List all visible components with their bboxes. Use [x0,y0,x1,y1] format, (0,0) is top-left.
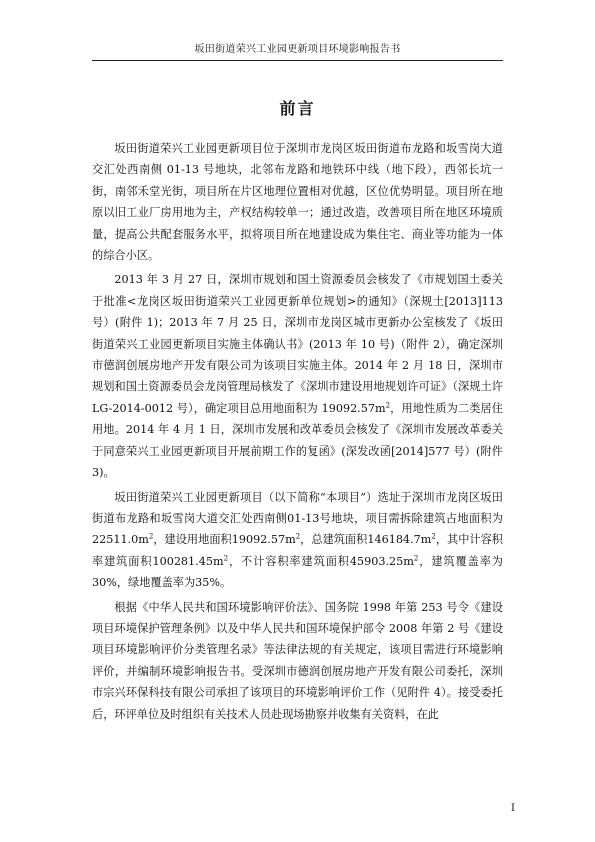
running-header: 坂田街道荣兴工业园更新项目环境影响报告书 [92,40,503,61]
paragraph-1: 坂田街道荣兴工业园更新项目位于深圳市龙岗区坂田街道布龙路和坂雪岗大道交汇处西南侧 01-13 号地块，北邻布龙路和地铁环中线（地下段），西邻长坑一街，南邻禾堂光街，项目所在片区地理位置相对优越，区位优势明显。项目所在地原以旧工业厂房用地为主，产权结构较单一；通过改造，改善项目所在地区环境质量，提高公共配套服务水平，拟将项目所在地建设成为集住宅、商业等功能为一体的综合小区。 [92,142,503,263]
paragraph-3: 坂田街道荣兴工业园更新项目（以下简称“本项目”）选址于深圳市龙岗区坂田街道布龙路和坂雪岗大道交汇处西南侧01-13号地块，项目需拆除建筑占地面积为$22511.0m^2$，建设用地面积$19092.57m^2$，总建筑面积$146184.7m^2$，其中计容积率建筑面积$100281.45m^2$，不计容积率建筑面积$45903.25m^2$，建筑覆盖率为30%，绿地覆盖率为35%。 [92,490,503,590]
body-text [92,138,503,728]
paragraph-4: 根据《中华人民共和国环境影响评价法》、国务院 1998 年第 253 号令《建设项目环境保护管理条例》以及中华人民共和国环境保护部令 2008 年第 2 号《建设项目环境影响评价分类管理名录》等法律法规的有关规定，该项目需进行环境影响评价，并编制环境影响报告书。受深圳市德润创展房地产开发有限公司委托，深圳市宗兴环保科技有限公司承担了该项目的环境影响评价工作（见附件 4）。接受委托后，环评单位及时组织有关技术人员赴现场勘察并收集有关资料，在此 [92,600,503,721]
page-number: I [511,803,515,814]
section-title: 前言 [279,99,316,118]
paragraph-2: 2013 年 3 月 27 日，深圳市规划和国土资源委员会核发了《市规划国土委关于批准<龙岗区坂田街道荣兴工业园更新单位规划>的通知》（深规土[2013]113 号）(附件 1)；2013 年 7 月 25 日，深圳市龙岗区城市更新办公室核发了《坂田街道荣兴工业园更新项目实施主体确认书》(2013 年 10 号)（附件 2），确定深圳市德润创展房地产开发有限公司为该项目实施主体。2014 年 2 月 18 日，深圳市规划和国土资源委员会龙岗管理局核发了《深圳市建设用地规划许可证》（深规土许 LG-2014-0012 号），确定项目总用地面积为 $19092.57m^2$，用地性质为二类居住用地。2014 年 4 月 1 日，深圳市发展和改革委员会核发了《深圳市发展改革委关于同意荣兴工业园更新项目开展前期工作的复函》(深发改函[2014]577 号）(附件 3)。 [92,273,503,480]
